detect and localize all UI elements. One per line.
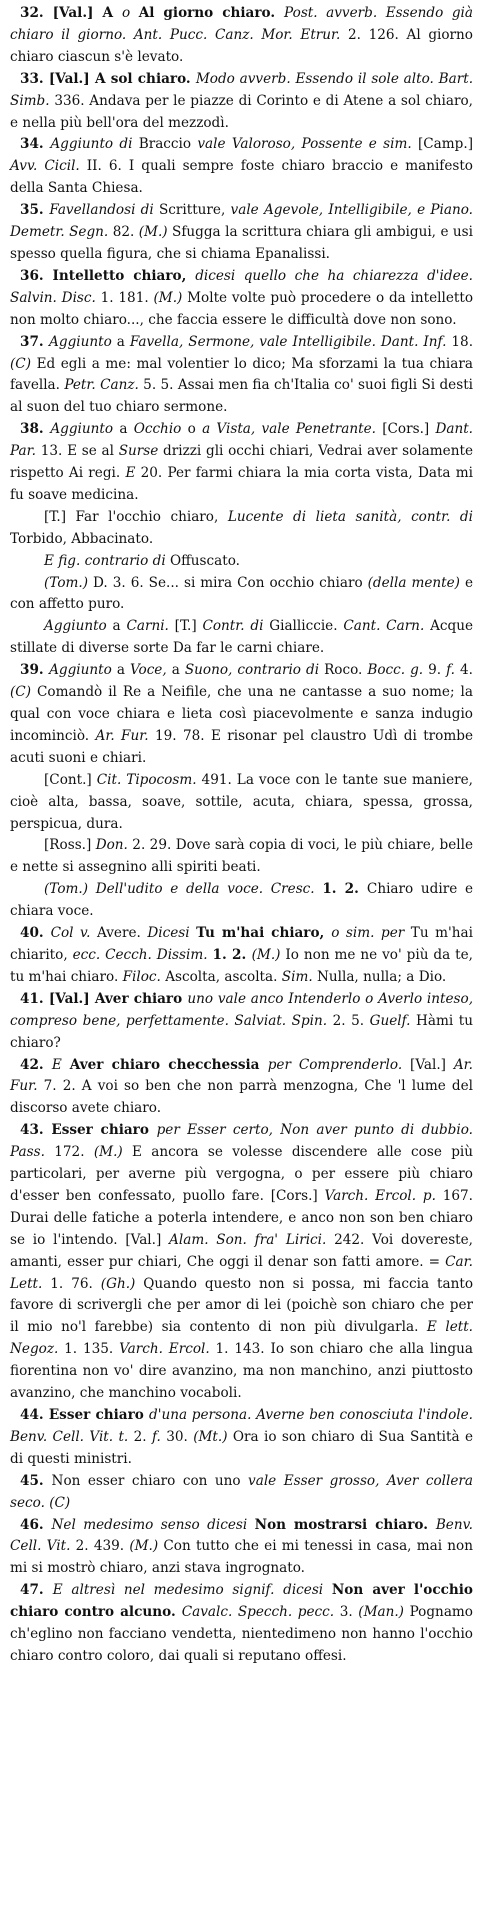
text-run: 35. bbox=[20, 202, 50, 219]
text-run: (M.) bbox=[153, 289, 188, 306]
text-run: Tu m'hai chiarito, bbox=[10, 925, 473, 963]
text-run: (della mente) bbox=[367, 574, 465, 591]
text-run: 1. 2. bbox=[322, 881, 367, 898]
text-run: f. bbox=[151, 1428, 167, 1445]
text-run: Aver chiaro checchessia bbox=[69, 1056, 268, 1073]
entry-paragraph bbox=[10, 332, 473, 420]
text-run: (Gh.) bbox=[100, 1275, 144, 1292]
text-run: 18. bbox=[451, 333, 474, 350]
entry-paragraph bbox=[10, 923, 473, 989]
text-run: (C) bbox=[10, 684, 37, 701]
text-run: Favella, Sermone, bbox=[129, 333, 260, 350]
text-run: 42. bbox=[20, 1056, 52, 1073]
text-run: Torbido, Abbacinato. bbox=[10, 530, 154, 547]
text-run: 38. bbox=[20, 421, 51, 438]
text-run: Benv. Cell. Vit. bbox=[10, 1516, 473, 1555]
text-run: 172. bbox=[54, 1144, 94, 1161]
text-run: Nel medesimo senso dicesi bbox=[51, 1516, 255, 1533]
text-run: Car. Lett. bbox=[10, 1253, 473, 1292]
text-run: Dicesi bbox=[147, 925, 197, 942]
entry-paragraph bbox=[10, 200, 473, 266]
text-run: II. 6. I quali sempre foste chiaro braccio e manifesto della Santa Chiesa. bbox=[10, 158, 473, 197]
text-run: [Cont.] bbox=[44, 771, 97, 788]
text-run: 336. Andava per le piazze di Corinto e di Atene a sol chiaro, e nella più bell'ora del mezzodì. bbox=[10, 92, 473, 131]
entry-paragraph bbox=[10, 1515, 473, 1581]
text-run: 1. 181. bbox=[100, 289, 154, 306]
text-run: 20. Per farmi chiara la mia corta vista, Data mi fu soave medicina. bbox=[10, 465, 473, 503]
entry-paragraph bbox=[10, 616, 473, 660]
text-run: Ascolta, ascolta. bbox=[165, 968, 282, 985]
entry-paragraph bbox=[10, 1471, 473, 1515]
text-run: e con affetto puro. bbox=[10, 574, 474, 613]
text-run: 1. 135. bbox=[64, 1341, 120, 1358]
text-run: Non aver l'occhio chiaro contro alcuno. bbox=[10, 1582, 473, 1621]
text-run: [T.] bbox=[174, 618, 203, 635]
text-run: Don. bbox=[95, 837, 133, 854]
text-run: 40. bbox=[20, 925, 51, 942]
text-run: Avv. Cicil. bbox=[10, 158, 87, 175]
entry-paragraph bbox=[10, 1055, 473, 1121]
text-run: o sim. per bbox=[331, 925, 411, 942]
text-run: d'una persona. Averne ben conosciuta l'indole. Benv. Cell. Vit. t. bbox=[10, 1407, 473, 1445]
text-run: [Camp.] bbox=[417, 136, 473, 153]
text-run: 30. bbox=[166, 1428, 194, 1445]
text-run: 9. bbox=[428, 662, 447, 679]
text-run: (Man.) bbox=[358, 1604, 410, 1621]
text-run: Lucente di lieta sanità, contr. di bbox=[227, 508, 473, 525]
text-run: Bocc. g. bbox=[367, 662, 429, 679]
text-run: Favellandosi di bbox=[49, 202, 159, 219]
text-run: 1. 2. bbox=[212, 946, 252, 963]
text-run: 242. Voi dovereste, amanti, esser pur chiari, Che oggi il denar son fatti amore. = bbox=[10, 1231, 473, 1270]
text-run: a bbox=[171, 662, 185, 679]
text-run: Modo avverb. Essendo il sole alto. Bart. Simb. bbox=[10, 70, 474, 109]
text-run: Aggiunto bbox=[49, 662, 117, 679]
text-run: o bbox=[121, 5, 139, 21]
text-run: (M.) bbox=[251, 946, 286, 963]
text-run: Pognamo ch'eglino non facciano vendetta, nientedimeno non hanno l'occhio chiaro contro coloro, dai quali si reputano offesi. bbox=[10, 1604, 473, 1664]
text-run: 5. 5. Assai men fia ch'Italia co' suoi figli Si desti al suon del tuo chiaro sermone. bbox=[10, 377, 474, 416]
entry-paragraph bbox=[10, 989, 473, 1055]
text-run: Col v. bbox=[50, 925, 97, 942]
text-run: [T.] Far l'occhio chiaro, bbox=[44, 508, 228, 525]
text-run: Cit. Tipocosm. bbox=[96, 771, 202, 788]
text-run: 13. E se al bbox=[40, 443, 119, 460]
text-run: E altresì nel medesimo signif. dicesi bbox=[52, 1582, 332, 1599]
text-run: 44. Esser chiaro bbox=[20, 1407, 149, 1423]
text-run: A bbox=[102, 5, 122, 21]
entry-paragraph bbox=[10, 3, 473, 69]
text-run: (Tom.) bbox=[44, 881, 96, 898]
text-run: vale Agevole, Intelligibile, e Piano. Demetr. Segn. bbox=[10, 202, 474, 241]
text-run: E bbox=[51, 1056, 70, 1073]
entry-paragraph bbox=[10, 879, 473, 923]
text-run: 1. 143. Io son chiaro che alla lingua fiorentina non vo' dire avanzino, ma non manchino, anzi piuttosto avanzino, che manchino vocaboli. bbox=[10, 1341, 473, 1402]
text-run: (Tom.) bbox=[44, 574, 94, 591]
text-run: [Ross.] bbox=[44, 837, 96, 854]
text-run: Ed egli a me: mal volentier lo dico; Ma sforzami la tua chiara favella. bbox=[10, 355, 473, 394]
text-run: Dant. Par. bbox=[10, 421, 473, 460]
text-run: o bbox=[187, 421, 203, 438]
text-run: 43. Esser chiaro bbox=[20, 1122, 157, 1139]
text-run: E ancora se volesse discendere alle cose più particolari, per averne più vergogna, o per essere più chiaro d'esser ben confessato, puollo fare. [Cors.] bbox=[10, 1144, 474, 1204]
text-run: Acque stillate di diverse sorte Da far le carni chiare. bbox=[10, 618, 473, 657]
text-run: Hàmi tu chiaro? bbox=[10, 1012, 473, 1051]
text-run: Tu m'hai chiaro, bbox=[196, 925, 332, 942]
text-run: Alam. Son. fra' Lirici. bbox=[169, 1231, 335, 1248]
text-run: Aggiunto bbox=[49, 333, 117, 350]
text-run: vale Esser grosso, Aver collera seco. (C) bbox=[10, 1472, 474, 1511]
text-run: Guelf. bbox=[369, 1012, 417, 1029]
text-run: Aggiunto bbox=[44, 618, 113, 635]
text-run: Suono, contrario di bbox=[184, 662, 325, 679]
text-run: uno bbox=[187, 990, 218, 1007]
text-run: [Val.] bbox=[410, 1056, 454, 1073]
text-run: A sol chiaro. bbox=[94, 70, 196, 87]
text-run: per Comprenderlo. bbox=[267, 1056, 411, 1073]
text-run: Quando questo non si possa, mi faccia tanto favore di scrivergli che per amor di lei (poichè son chiaro che per il mio no'l farebbe) sia contento di non più divulgarla. bbox=[10, 1275, 474, 1336]
text-run: vale Valoroso, Possente e sim. bbox=[197, 136, 418, 153]
text-run: Nulla, nulla; a Dio. bbox=[316, 968, 447, 985]
text-run: Surse bbox=[118, 443, 164, 460]
text-run: Dell'udito e della voce. Cresc. bbox=[95, 881, 323, 898]
text-run: 1. 76. bbox=[50, 1275, 101, 1292]
text-run: Petr. Canz. bbox=[64, 377, 144, 394]
text-run: Varch. Ercol. p. bbox=[324, 1187, 443, 1204]
text-run: (M.) bbox=[93, 1144, 133, 1161]
text-run: 33. [Val.] bbox=[20, 70, 95, 87]
text-run: Voce, bbox=[129, 662, 172, 679]
text-run: Varch. Ercol. bbox=[119, 1341, 216, 1358]
text-run: E lett. Negoz. bbox=[10, 1319, 473, 1358]
text-run: Avere. bbox=[96, 925, 148, 942]
text-run: Filoc. bbox=[122, 968, 166, 985]
text-run: Ar. Fur. bbox=[95, 727, 155, 744]
entry-paragraph bbox=[10, 551, 473, 573]
text-run: (M.) bbox=[138, 224, 173, 241]
text-run: Non mostrarsi chiaro. bbox=[254, 1516, 436, 1533]
text-run: Braccio bbox=[138, 136, 198, 153]
text-run: Io non me ne vo' più da te, tu m'hai chiaro. bbox=[10, 946, 473, 985]
text-run: per Esser certo, Non aver punto di dubbio. Pass. bbox=[10, 1122, 474, 1161]
text-run: 167. Durai delle fatiche a poterla intendere, e anco non son ben chiaro se io l'intendo. [Val.] bbox=[10, 1187, 473, 1248]
text-run: 82. bbox=[112, 224, 139, 241]
text-run: drizzi gli occhi chiari, Vedrai aver solamente rispetto Ai regi. bbox=[10, 443, 473, 482]
text-run: 7. 2. A voi so ben che non parrà menzogna, Che 'l lume del discorso avete chiaro. bbox=[10, 1078, 473, 1117]
text-run: a bbox=[112, 618, 127, 635]
text-run: Comandò il Re a Neifile, che una ne cantasse a suo nome; la qual con voce chiara e lieta così piacevolmente e sanza indugio incominciò. bbox=[10, 684, 473, 744]
text-run: (M.) bbox=[129, 1538, 164, 1555]
text-run: 4. bbox=[460, 662, 473, 679]
text-run: Cant. Carn. bbox=[343, 618, 431, 635]
text-run: Aggiunto di bbox=[50, 136, 139, 153]
entry-paragraph bbox=[10, 835, 473, 879]
text-run: Scritture, bbox=[158, 202, 231, 219]
entry-paragraph bbox=[10, 266, 473, 332]
text-run: Occhio bbox=[133, 421, 188, 438]
text-run: a bbox=[119, 421, 134, 438]
text-run: 2. 5. bbox=[332, 1012, 370, 1029]
text-run: Al giorno chiaro. bbox=[138, 5, 285, 21]
text-run: 2. bbox=[133, 1428, 152, 1445]
text-run: 39. bbox=[20, 662, 50, 679]
text-run: Roco. bbox=[324, 662, 368, 679]
text-run: 41. [Val.] bbox=[20, 990, 95, 1007]
text-run: dicesi quello che ha chiarezza d'idee. Salvin. Disc. bbox=[10, 267, 473, 306]
text-run: 34. bbox=[20, 136, 51, 153]
text-run: Sfugga la scrittura chiara gli ambigui, e usi spesso quella figura, che si chiama Epanalissi. bbox=[10, 224, 474, 262]
text-run: Non esser chiaro con uno bbox=[51, 1472, 249, 1489]
text-run: Aver chiaro bbox=[94, 990, 188, 1007]
entry-paragraph bbox=[10, 660, 473, 770]
text-run: 47. bbox=[20, 1582, 53, 1599]
text-run: f. bbox=[446, 662, 461, 679]
text-run: vale Intelligibile. Dant. Inf. bbox=[259, 333, 452, 350]
text-run: 32. [Val.] bbox=[20, 5, 103, 21]
text-run: E bbox=[125, 465, 141, 482]
text-run: Aggiunto bbox=[50, 421, 120, 438]
text-run: a bbox=[116, 662, 130, 679]
text-run: ecc. Cecch. Dissim. bbox=[72, 946, 213, 963]
entry-paragraph bbox=[10, 1120, 473, 1405]
text-run: Offuscato. bbox=[170, 552, 240, 569]
text-run: 2. 29. Dove sarà copia di voci, le più chiare, belle e nette si assegnino alli spiriti beati. bbox=[10, 837, 473, 876]
text-run: 19. 78. E risonar pel claustro Udì di trombe acuti suoni e chiari. bbox=[10, 727, 474, 766]
text-run: Sim. bbox=[281, 968, 317, 985]
text-run: vale anco Intenderlo o Averlo inteso, compreso bene, perfettamente. Salviat. Spin. bbox=[10, 990, 474, 1029]
text-run: Ar. Fur. bbox=[10, 1056, 473, 1095]
text-run: Ora io son chiaro di Sua Santità e di questi ministri. bbox=[10, 1428, 473, 1467]
text-run: 3. bbox=[339, 1604, 359, 1621]
text-run: Post. avverb. Essendo già chiaro il giorno. Ant. Pucc. Canz. Mor. Etrur. bbox=[10, 5, 473, 43]
text-run: 46. bbox=[20, 1516, 52, 1533]
text-run: 37. bbox=[20, 333, 50, 350]
text-run: (Mt.) bbox=[193, 1428, 233, 1445]
text-run: Carni. bbox=[126, 618, 175, 635]
text-run: Chiaro udire e chiara voce. bbox=[10, 881, 473, 920]
text-run: Gialliccie. bbox=[269, 618, 344, 635]
text-run: 36. Intelletto chiaro, bbox=[20, 267, 196, 284]
text-run: 2. 126. Al giorno chiaro ciascun s'è levato. bbox=[10, 26, 473, 65]
entry-paragraph bbox=[10, 419, 473, 507]
entry-paragraph bbox=[10, 507, 473, 551]
entry-paragraph bbox=[10, 1405, 473, 1471]
text-run: (C) bbox=[10, 355, 37, 372]
text-run: 45. bbox=[20, 1472, 52, 1489]
text-run: Molte volte può procedere o da intelletto non molto chiaro..., che faccia essere le difficultà dove non sono. bbox=[10, 289, 474, 328]
entry-paragraph bbox=[10, 134, 473, 200]
text-run: 2. 439. bbox=[75, 1538, 130, 1555]
text-run: Con tutto che ei mi tenessi in casa, mai non mi si mostrò chiaro, anzi stava ingrognato. bbox=[10, 1538, 473, 1577]
entry-paragraph bbox=[10, 573, 473, 617]
text-run: a bbox=[116, 333, 130, 350]
text-run: [Cors.] bbox=[382, 421, 436, 438]
entry-paragraph bbox=[10, 770, 473, 836]
text-run: Cavalc. Specch. pecc. bbox=[181, 1604, 340, 1621]
text-run: E fig. contrario di bbox=[44, 552, 170, 569]
entry-paragraph bbox=[10, 1580, 473, 1668]
text-run: Contr. di bbox=[202, 618, 270, 635]
text-run: 491. La voce con le tante sue maniere, cioè alta, bassa, soave, sottile, acuta, chiara, spessa, grossa, perspicua, dura. bbox=[10, 771, 473, 832]
text-run: a Vista, vale Penetrante. bbox=[202, 421, 383, 438]
entry-paragraph bbox=[10, 69, 473, 135]
text-run: D. 3. 6. Se... si mira Con occhio chiaro bbox=[93, 574, 368, 591]
